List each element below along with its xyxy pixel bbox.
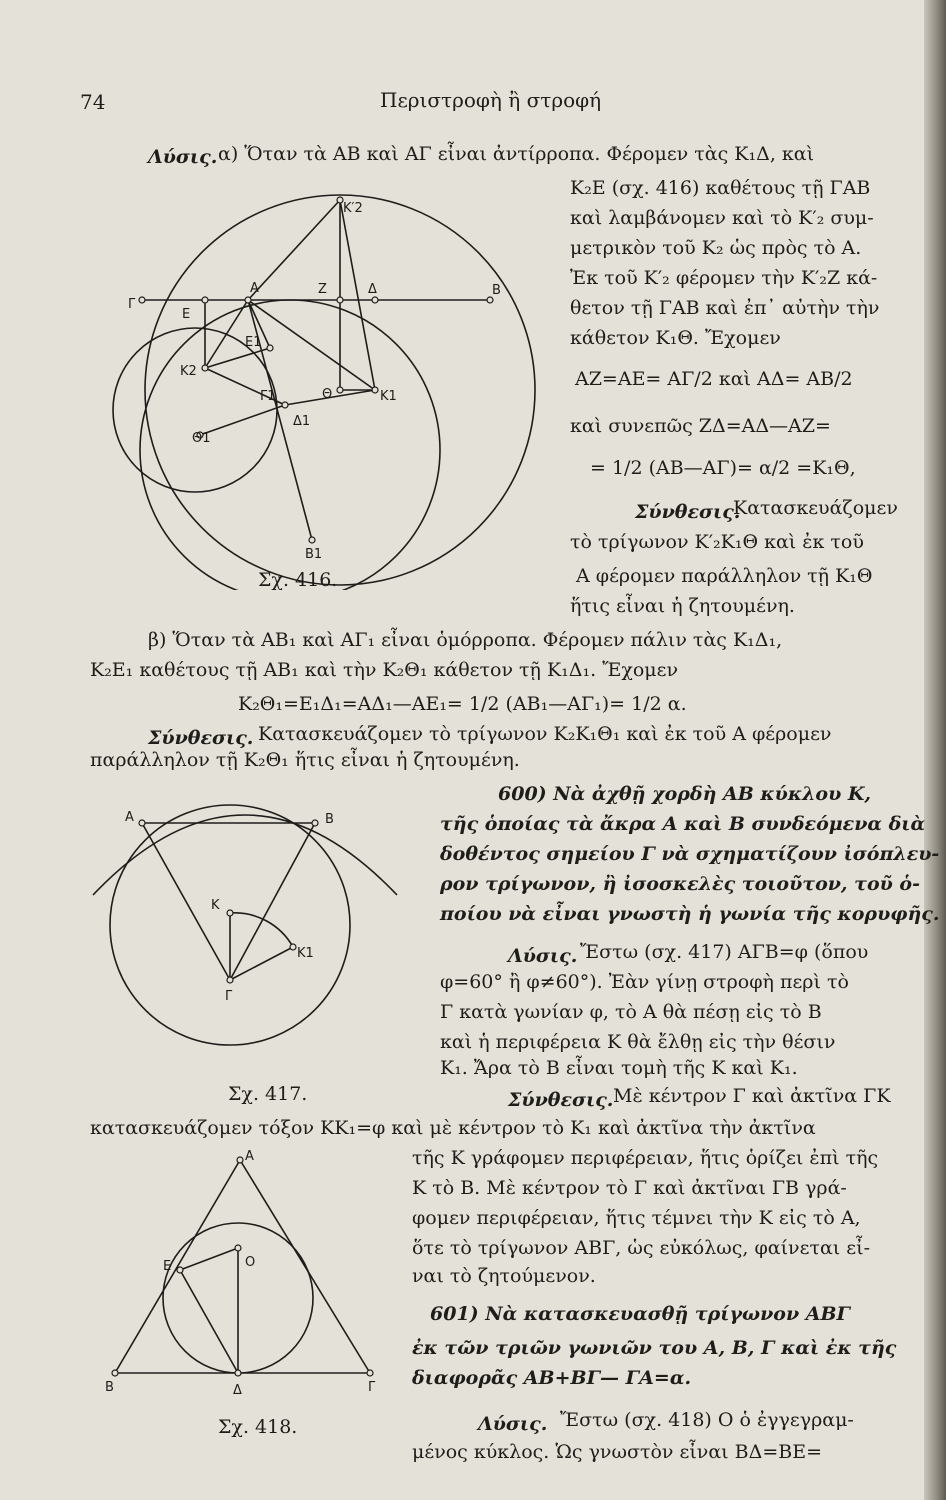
- text-line: Κ₂Ε₁ καθέτους τῇ ΑΒ₁ καὶ τὴν Κ₂Θ₁ κάθετον τῇ Κ₁Δ₁. Ἔχομεν: [90, 659, 679, 681]
- text-line: κάθετον Κ₁Θ. Ἔχομεν: [570, 327, 781, 349]
- text-line: Κ₁. Ἄρα τὸ Β εἶναι τομὴ τῆς Κ καὶ Κ₁.: [440, 1057, 798, 1079]
- label: Γ: [225, 989, 233, 1004]
- label: Z: [318, 282, 327, 297]
- problem-601-line: διαφορᾶς ΑΒ+ΒΓ— ΓΑ=α.: [412, 1367, 692, 1389]
- text-line: τῆς Κ γράφομεν περιφέρειαν, ἥτις ὁρίζει ἐπὶ τῆς: [412, 1147, 879, 1169]
- problem-600-line: 600) Νὰ ἀχθῇ χορδὴ ΑΒ κύκλου Κ,: [498, 783, 871, 805]
- label: K′2: [343, 201, 363, 216]
- running-title: Περιστροφὴ ἢ στροφή: [380, 88, 602, 112]
- label: B: [492, 283, 501, 298]
- text-line: Γ κατὰ γωνίαν φ, τὸ Α θὰ πέσῃ εἰς τὸ Β: [440, 1001, 822, 1023]
- label: K1: [297, 946, 314, 961]
- solution-label: Λύσις.: [148, 146, 218, 168]
- label: A: [245, 1149, 254, 1164]
- synthesis-label: Σύνθεσις.: [635, 501, 741, 523]
- label: Θ1: [192, 431, 211, 446]
- label: B1: [305, 547, 323, 562]
- text-line: Μὲ κέντρον Γ καὶ ἀκτῖνα ΓΚ: [613, 1085, 891, 1107]
- problem-600-line: ρον τρίγωνον, ἢ ἰσοσκελὲς τοιοῦτον, τοῦ ὁ-: [440, 873, 920, 895]
- label: Γ: [368, 1380, 376, 1395]
- label: O: [245, 1255, 256, 1270]
- text-line: ὅτε τὸ τρίγωνον ΑΒΓ, ὡς εὐκόλως, φαίνεται εἶ-: [412, 1237, 870, 1259]
- text-line: Κ₂Ε (σχ. 416) καθέτους τῇ ΓΑΒ: [570, 177, 871, 199]
- page-edge: [924, 0, 946, 1500]
- label: Δ1: [293, 414, 311, 429]
- text-line: Α φέρομεν παράλληλον τῇ Κ₁Θ: [576, 565, 873, 587]
- text-line: φ=60° ἢ φ≠60°). Ἐὰν γίνῃ στροφὴ περὶ τὸ: [440, 971, 849, 993]
- text-line: φομεν περιφέρειαν, ἥτις τέμνει τὴν Κ εἰς τὸ Α,: [412, 1207, 861, 1229]
- text-line: ναι τὸ ζητούμενον.: [412, 1265, 596, 1287]
- figure-caption-418: Σχ. 418.: [218, 1416, 298, 1438]
- text-line: μετρικὸν τοῦ Κ₂ ὡς πρὸς τὸ Α.: [570, 237, 862, 259]
- text-line: παράλληλον τῇ Κ₂Θ₁ ἥτις εἶναι ἡ ζητουμένη.: [90, 749, 520, 771]
- figure-416: [100, 160, 560, 590]
- text-line: τὸ τρίγωνον Κ′₂Κ₁Θ καὶ ἐκ τοῦ: [570, 531, 864, 553]
- label: Γ1: [260, 389, 276, 404]
- label: Θ: [322, 387, 333, 402]
- figure-caption-416: Σχ. 416.: [258, 569, 338, 591]
- problem-600-line: δοθέντος σημείου Γ νὰ σχηματίζουν ἰσόπλευ-: [440, 843, 940, 865]
- text-line: μένος κύκλος. Ὡς γνωστὸν εἶναι ΒΔ=ΒΕ=: [412, 1441, 823, 1463]
- label: A: [250, 281, 259, 296]
- label: E: [163, 1259, 172, 1274]
- figure-417: [85, 785, 405, 1085]
- text-line: Κατασκευάζομεν τὸ τρίγωνον Κ₂Κ₁Θ₁ καὶ ἐκ τοῦ Α φέρομεν: [258, 723, 832, 745]
- synthesis-label: Σύνθεσις.: [148, 727, 254, 749]
- solution-label: Λύσις.: [508, 945, 578, 967]
- label: A: [125, 810, 134, 825]
- figure-caption-417: Σχ. 417.: [228, 1083, 308, 1105]
- formula: = 1/2 (ΑΒ—ΑΓ)= α/2 =Κ₁Θ,: [590, 457, 856, 479]
- label: B: [105, 1380, 114, 1395]
- text-line: α) Ὅταν τὰ ΑΒ καὶ ΑΓ εἶναι ἀντίρροπα. Φέρομεν τὰς Κ₁Δ, καὶ: [218, 143, 815, 165]
- text-line: καὶ λαμβάνομεν καὶ τὸ Κ′₂ συμ-: [570, 207, 874, 229]
- label: E: [182, 307, 191, 322]
- text-line: κατασκευάζομεν τόξον ΚΚ₁=φ καὶ μὲ κέντρον τὸ Κ₁ καὶ ἀκτῖνα τὴν ἀκτῖνα: [90, 1117, 816, 1139]
- problem-601-line: 601) Νὰ κατασκευασθῇ τρίγωνον ΑΒΓ: [430, 1303, 851, 1325]
- text-line: ἥτις εἶναι ἡ ζητουμένη.: [570, 595, 795, 617]
- formula: ΑΖ=ΑΕ= ΑΓ/2 καὶ ΑΔ= ΑΒ/2: [575, 368, 853, 390]
- label: K: [211, 898, 220, 913]
- problem-601-line: ἐκ τῶν τριῶν γωνιῶν του Α, Β, Γ καὶ ἐκ τῆς: [412, 1337, 897, 1359]
- synthesis-label: Σύνθεσις.: [508, 1089, 614, 1111]
- solution-label: Λύσις.: [478, 1413, 548, 1435]
- problem-600-line: τῆς ὁποίας τὰ ἄκρα Α καὶ Β συνδεόμενα διὰ: [440, 813, 926, 835]
- label: K2: [180, 364, 197, 379]
- label: B: [325, 812, 334, 827]
- figure-418: [95, 1148, 395, 1408]
- text-line: Ἔστω (σχ. 417) ΑΓΒ=φ (ὅπου: [580, 941, 869, 963]
- page-number: 74: [80, 90, 106, 114]
- text-line: Κ τὸ Β. Μὲ κέντρον τὸ Γ καὶ ἀκτῖναι ΓΒ γρά-: [412, 1177, 847, 1199]
- text-line: καὶ ἡ περιφέρεια Κ θὰ ἔλθῃ εἰς τὴν θέσιν: [440, 1031, 836, 1053]
- text-line: Ἐκ τοῦ Κ′₂ φέρομεν τὴν Κ′₂Ζ κά-: [570, 267, 878, 289]
- text-line: β) Ὅταν τὰ ΑΒ₁ καὶ ΑΓ₁ εἶναι ὁμόρροπα. Φέρομεν πάλιν τὰς Κ₁Δ₁,: [148, 629, 783, 651]
- text-line: Κατασκευάζομεν: [733, 497, 898, 519]
- problem-600-line: ποίου νὰ εἶναι γνωστὴ ἡ γωνία τῆς κορυφῆς.: [440, 903, 940, 925]
- label: K1: [380, 389, 397, 404]
- text-line: θετον τῇ ΓΑΒ καὶ ἐπ᾽ αὐτὴν τὴν: [570, 297, 880, 319]
- label: Δ: [368, 282, 377, 297]
- label: E1: [245, 335, 262, 350]
- text-line: Ἔστω (σχ. 418) Ο ὁ ἐγγεγραμ-: [560, 1409, 854, 1431]
- text-line: καὶ συνεπῶς ΖΔ=ΑΔ—ΑΖ=: [570, 415, 831, 437]
- label: Γ: [128, 297, 136, 312]
- formula: Κ₂Θ₁=Ε₁Δ₁=ΑΔ₁—ΑΕ₁= 1/2 (ΑΒ₁—ΑΓ₁)= 1/2 α.: [238, 693, 687, 715]
- label: Δ: [233, 1383, 242, 1398]
